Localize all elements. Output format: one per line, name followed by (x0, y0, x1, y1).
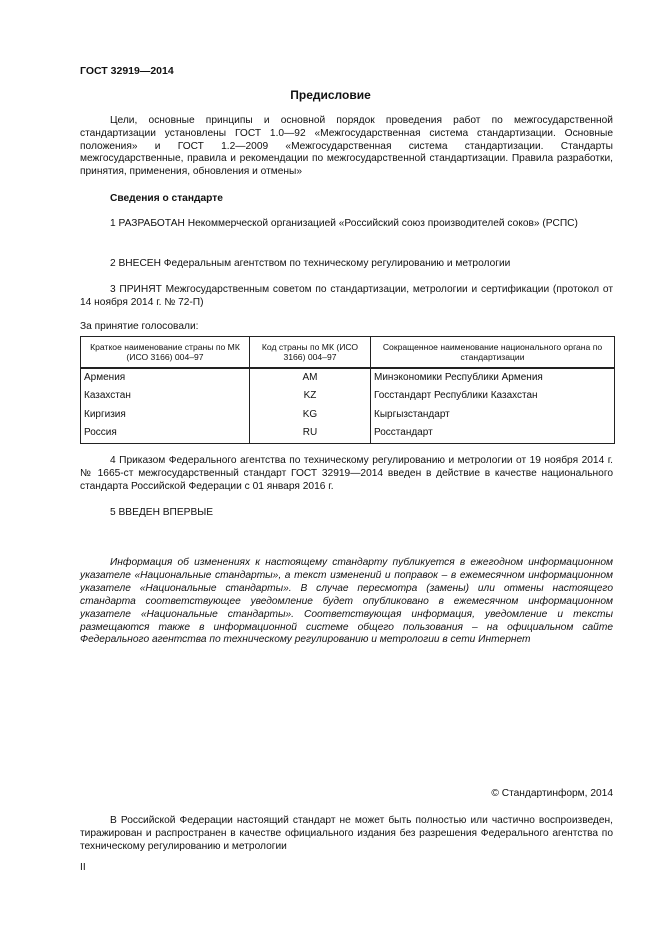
cell-country: Армения (81, 368, 250, 388)
cell-country: Казахстан (81, 388, 250, 407)
table-header-row (81, 337, 615, 369)
item-first-introduced: 5 ВВЕДЕН ВПЕРВЫЕ (110, 507, 214, 518)
table-row (81, 368, 615, 388)
table-row (81, 425, 615, 444)
cell-body: Минэкономики Республики Армения (371, 368, 615, 388)
document-code-header: ГОСТ 32919—2014 (80, 65, 174, 77)
cell-code: AM (250, 368, 371, 388)
cell-code: KG (250, 406, 371, 425)
reproduction-notice: В Российской Федерации настоящий стандарт не может быть полностью или частично воспроизведен, тиражирован и распространен в качестве официального издания без разрешения Федерального агентства по техническому регулированию и метрологии (80, 815, 613, 852)
item-adopted: 3 ПРИНЯТ Межгосударственным советом по стандартизации, метрологии и сертификации (протокол от 14 ноября 2014 г. № 72-П) (80, 284, 613, 308)
cell-body: Росстандарт (371, 425, 615, 444)
copyright: © Стандартинформ, 2014 (491, 788, 613, 799)
votes-table (80, 336, 615, 444)
page-title: Предисловие (290, 88, 371, 102)
table-row (81, 388, 615, 407)
page-number: II (80, 862, 86, 873)
item-introduced: 2 ВНЕСЕН Федеральным агентством по техническому регулированию и метрологии (110, 258, 511, 269)
change-information: Информация об изменениях к настоящему стандарту публикуется в ежегодном информационном указателе «Национальные стандарты», а текст изменений и поправок – в ежемесячном информационном указателе «Национальные стандарты». В случае пересмотра (замены) или отмены настоящего стандарта соответствующее уведомление будет опубликовано в ежемесячном информационном указателе «Национальные стандарты». Соответствующая информация, уведомление и тексты размещаются также в информационной системе общего пользования – на официальном сайте Федерального агентства по техническому регулированию и метрологии в сети Интернет (80, 557, 613, 646)
header-country-code: Код страны по МК (ИСО 3166) 004–97 (250, 337, 371, 369)
header-standards-body: Сокращенное наименование национального органа по стандартизации (371, 337, 615, 369)
section-heading: Сведения о стандарте (110, 193, 223, 204)
cell-body: Госстандарт Республики Казахстан (371, 388, 615, 407)
cell-body: Кыргызстандарт (371, 406, 615, 425)
cell-country: Россия (81, 425, 250, 444)
item-order: 4 Приказом Федерального агентства по техническому регулированию и метрологии от 19 ноября 2014 г. № 1665-ст межгосударственный стандарт ГОСТ 32919—2014 введен в действие в качестве национального стандарта Российской Федерации с 01 января 2016 г. (80, 455, 613, 492)
item-developed: 1 РАЗРАБОТАН Некоммерческой организацией «Российский союз производителей соков» (РСПС) (110, 218, 578, 229)
intro-paragraph: Цели, основные принципы и основной порядок проведения работ по межгосударственной стандартизации установлены ГОСТ 1.0—92 «Межгосударственная система стандартизации. Основные положения» и ГОСТ 1.2—2009 «Межгосударственная система стандартизации. Стандарты межгосударственные, правила и рекомендации по межгосударственной стандартизации. Правила разработки, принятия, применения, обновления и отмены» (80, 115, 613, 178)
cell-code: RU (250, 425, 371, 444)
table-row (81, 406, 615, 425)
cell-country: Киргизия (81, 406, 250, 425)
header-country-name: Краткое наименование страны по МК (ИСО 3166) 004–97 (81, 337, 250, 369)
votes-caption: За принятие голосовали: (80, 321, 199, 332)
cell-code: KZ (250, 388, 371, 407)
